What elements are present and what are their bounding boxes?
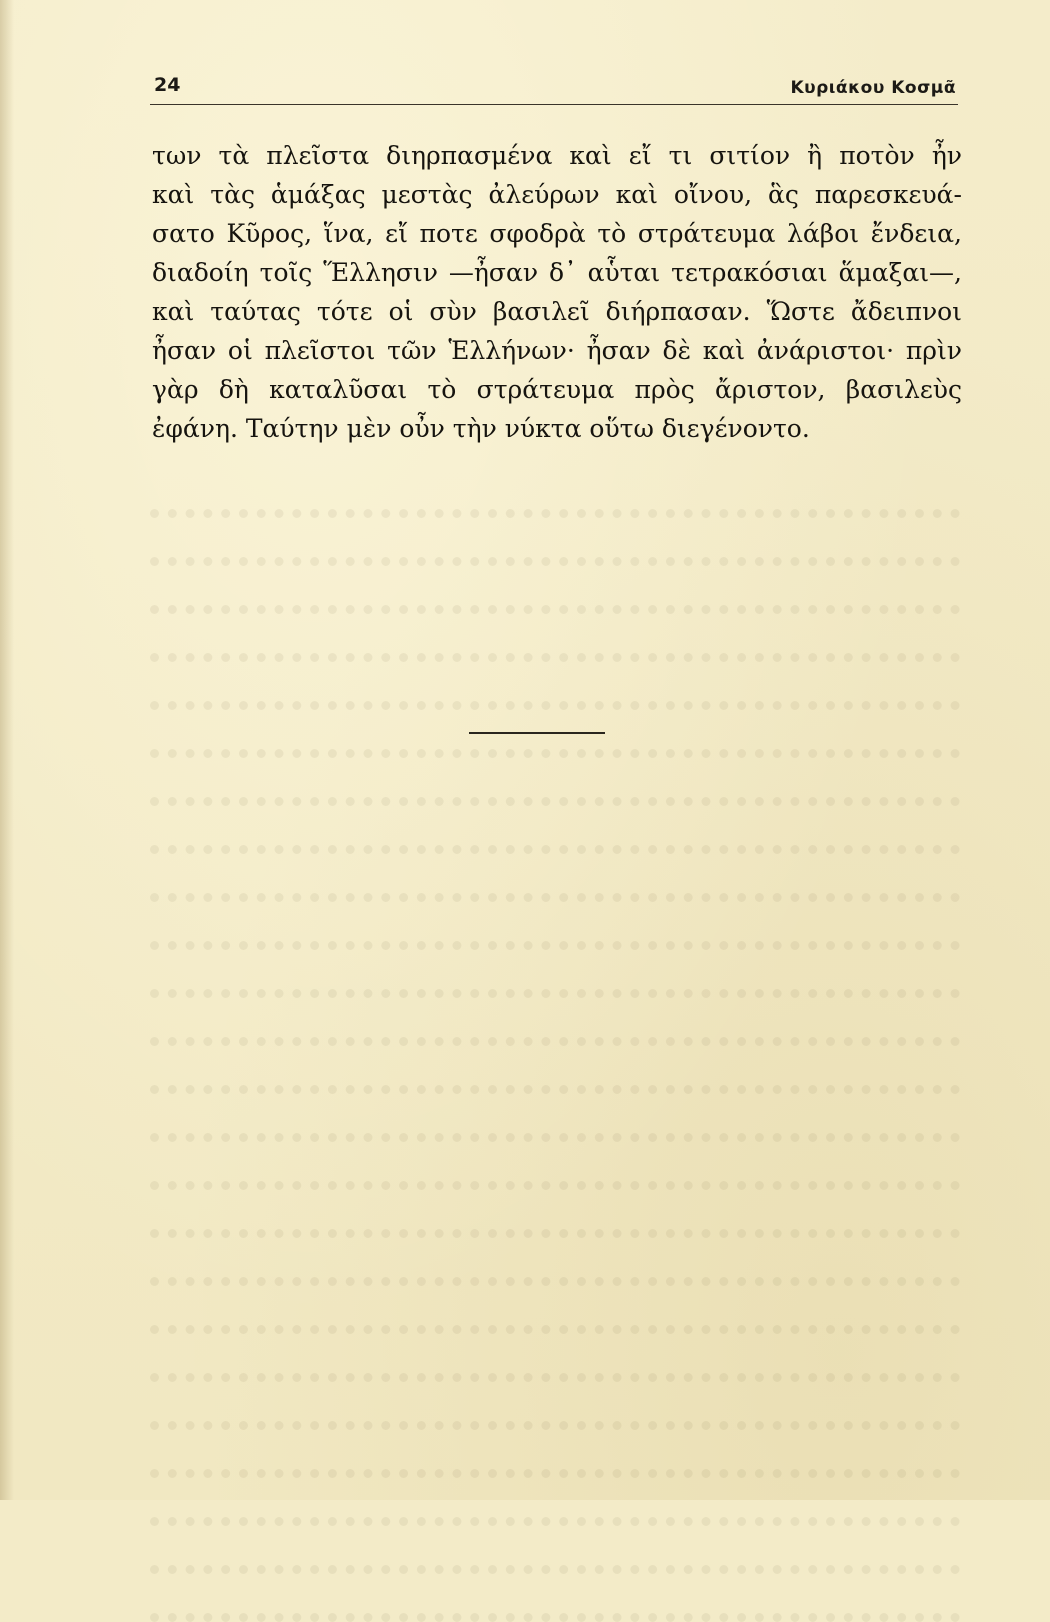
header-rule [150,104,958,105]
text-line: ἐφάνη. Ταύτην μὲν οὖν τὴν νύκτα οὕτω διεγένοντο. [152,414,810,443]
text-line: ἦσαν οἱ πλεῖστοι τῶν Ἑλλήνων· ἦσαν δὲ καὶ ἀνάριστοι· πρὶν [152,336,962,365]
show-through-text [150,470,960,1470]
section-end-rule [469,732,605,734]
page-edge-shadow [0,0,14,1500]
text-line: διαδοίη τοῖς Ἕλλησιν —ἦσαν δ᾽ αὗται τετρακόσιαι ἅμαξαι—, [152,258,962,287]
page-number: 24 [154,74,181,96]
body-text [152,136,962,448]
text-line: των τὰ πλεῖστα διηρπασμένα καὶ εἴ τι σιτίον ἢ ποτὸν ἦν [152,141,962,170]
page-header [150,68,958,104]
text-line: σατο Κῦρος, ἵνα, εἴ ποτε σφοδρὰ τὸ στράτευμα λάβοι ἔνδεια, [152,219,962,248]
running-head: Κυριάκου Κοσμᾶ [790,78,956,98]
text-line: καὶ τὰς ἁμάξας μεστὰς ἀλεύρων καὶ οἴνου, ἃς παρεσκευά- [152,180,962,209]
text-line: καὶ ταύτας τότε οἱ σὺν βασιλεῖ διήρπασαν. Ὥστε ἄδειπνοι [152,297,962,326]
text-line: γὰρ δὴ καταλῦσαι τὸ στράτευμα πρὸς ἄριστον, βασιλεὺς [152,375,962,404]
